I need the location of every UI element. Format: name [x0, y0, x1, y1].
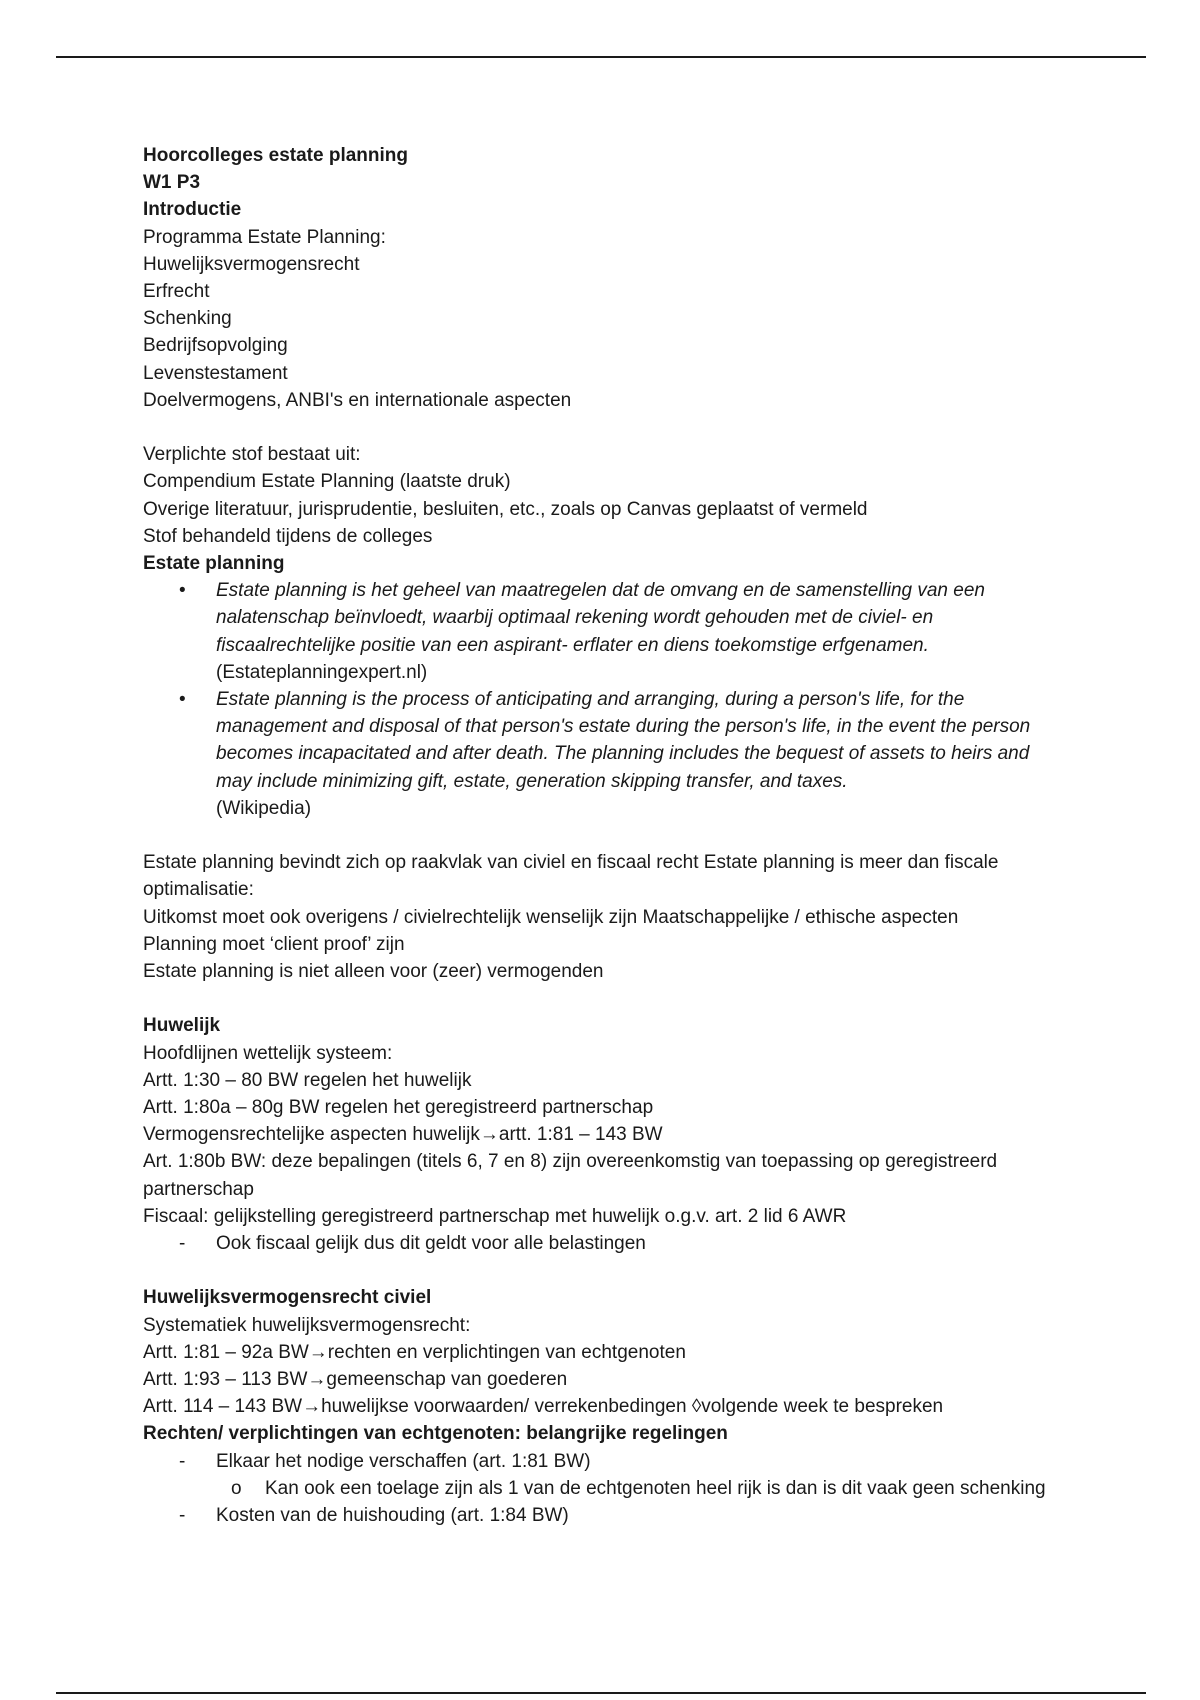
sub-item [143, 1475, 1063, 1502]
civil-line: Artt. 114 – 143 BW→huwelijkse voorwaarden/ verrekenbedingen ◊volgende week te bespreken [143, 1396, 944, 1418]
material-item: Stof behandeld tijdens de colleges [143, 525, 433, 547]
marriage-line: Artt. 1:80a – 80g BW regelen het geregistreerd partnerschap [143, 1097, 654, 1119]
program-item: Erfrecht [143, 281, 210, 303]
definition-source: (Estateplanningexpert.nl) [216, 661, 428, 683]
document-title: Hoorcolleges estate planning [143, 145, 408, 166]
footer-rule [56, 1692, 1146, 1694]
marriage-heading: Huwelijk [143, 1015, 221, 1037]
dash-item-text: Kosten van de huishouding (art. 1:84 BW) [216, 1505, 569, 1527]
marriage-line: Artt. 1:30 – 80 BW regelen het huwelijk [143, 1069, 472, 1091]
intro-heading: Introductie [143, 199, 242, 221]
estate-note: Uitkomst moet ook overigens / civielrechtelijk wenselijk zijn Maatschappelijke / ethische aspecten [143, 906, 959, 928]
bullet-marker: • [179, 580, 186, 602]
rights-heading: Rechten/ verplichtingen van echtgenoten: belangrijke regelingen [143, 1423, 728, 1445]
material-item: Overige literatuur, jurisprudentie, besluiten, etc., zoals op Canvas geplaatst of vermeld [143, 498, 868, 520]
spacer [143, 414, 1063, 441]
program-item: Levenstestament [143, 362, 288, 384]
definition-text: Estate planning is het geheel van maatregelen dat de omvang en de samenstelling van een nalatenschap beïnvloedt, waarbij optimaal rekening wordt gehouden met de civiel- en fiscaalrechtelijke positie van een aspirant- erflater en diens toekomstige erfgenamen. [216, 580, 985, 656]
civil-heading: Huwelijksvermogensrecht civiel [143, 1287, 432, 1309]
program-item: Huwelijksvermogensrecht [143, 253, 360, 275]
definition-bullet [143, 686, 1063, 822]
dash-marker: - [179, 1505, 186, 1527]
program-item: Schenking [143, 308, 232, 330]
estate-heading: Estate planning [143, 553, 285, 575]
civil-line: Systematiek huwelijksvermogensrecht: [143, 1314, 471, 1336]
program-heading: Programma Estate Planning: [143, 226, 386, 248]
dash-item-text: Ook fiscaal gelijk dus dit geldt voor alle belastingen [216, 1233, 646, 1255]
estate-note: Estate planning is niet alleen voor (zeer) vermogenden [143, 961, 604, 983]
dash-item [143, 1230, 1063, 1257]
marriage-line: Hoofdlijnen wettelijk systeem: [143, 1042, 393, 1064]
header-rule [56, 56, 1146, 58]
sub-item-text: Kan ook een toelage zijn als 1 van de echtgenoten heel rijk is dan is dit vaak geen schenking [265, 1477, 1046, 1499]
spacer [143, 1257, 1063, 1284]
material-heading: Verplichte stof bestaat uit: [143, 444, 361, 466]
dash-item-text: Elkaar het nodige verschaffen (art. 1:81 BW) [216, 1450, 591, 1472]
program-item: Doelvermogens, ANBI's en internationale aspecten [143, 389, 572, 411]
bullet-marker: • [179, 689, 186, 711]
civil-line: Artt. 1:81 – 92a BW→rechten en verplichtingen van echtgenoten [143, 1341, 686, 1363]
marriage-line: Vermogensrechtelijke aspecten huwelijk→artt. 1:81 – 143 BW [143, 1124, 663, 1146]
estate-note: Estate planning bevindt zich op raakvlak van civiel en fiscaal recht Estate planning is meer dan fiscale optimalisatie: [143, 852, 1004, 901]
marriage-line: Fiscaal: gelijkstelling geregistreerd partnerschap met huwelijk o.g.v. art. 2 lid 6 AWR [143, 1205, 847, 1227]
civil-line: Artt. 1:93 – 113 BW→gemeenschap van goederen [143, 1369, 568, 1391]
spacer [143, 985, 1063, 1012]
dash-item [143, 1502, 1063, 1529]
document-body [143, 142, 1063, 1529]
week-label: W1 P3 [143, 172, 201, 194]
dash-item [143, 1448, 1063, 1475]
dash-marker: - [179, 1233, 186, 1255]
definition-text: Estate planning is the process of anticipating and arranging, during a person's life, for the management and disposal of that person's estate during the person's life, in the event the person becomes incapacitated and after death. The planning includes the bequest of assets to heirs and may include minimizing gift, estate, generation skipping transfer, and taxes. [216, 689, 1031, 792]
program-item: Bedrijfsopvolging [143, 335, 288, 357]
material-item: Compendium Estate Planning (laatste druk) [143, 471, 511, 493]
circle-marker: o [231, 1477, 242, 1499]
definition-bullet [143, 577, 1063, 686]
marriage-line: Art. 1:80b BW: deze bepalingen (titels 6, 7 en 8) zijn overeenkomstig van toepassing op geregistreerd partnerschap [143, 1151, 1003, 1200]
definition-source: (Wikipedia) [216, 797, 312, 819]
estate-note: Planning moet ‘client proof’ zijn [143, 933, 405, 955]
dash-marker: - [179, 1450, 186, 1472]
spacer [143, 822, 1063, 849]
